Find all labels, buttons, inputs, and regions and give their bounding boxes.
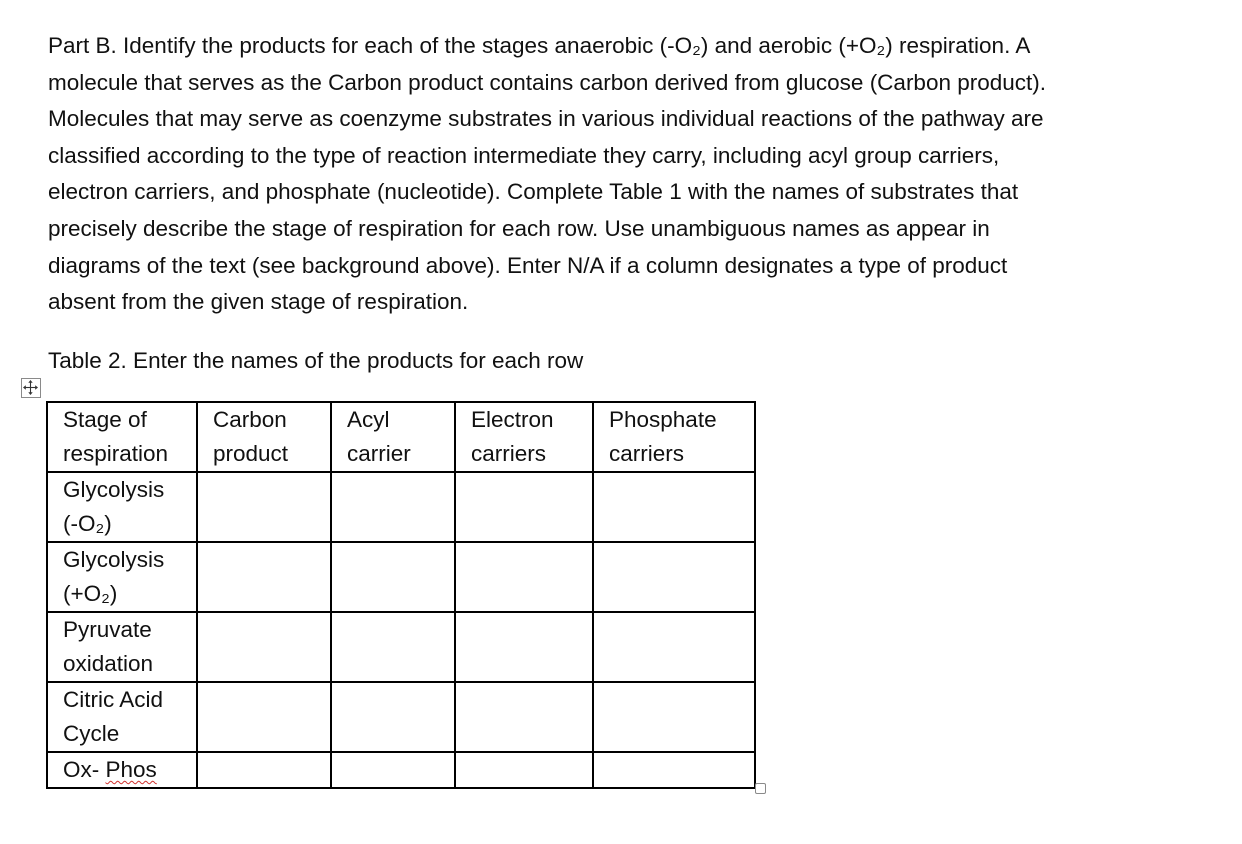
- stage-name: [63, 753, 196, 787]
- instructions-paragraph: [48, 28, 1198, 321]
- table-row: [47, 612, 755, 682]
- instructions-line: Molecules that may serve as coenzyme substrates in various individual reactions of the pathway are: [48, 106, 1044, 132]
- misspelled-word[interactable]: Phos: [105, 757, 157, 782]
- header-carbon-product: [197, 402, 331, 472]
- carbon-product-cell[interactable]: [197, 472, 331, 542]
- acyl-carrier-cell[interactable]: [331, 542, 455, 612]
- carbon-product-cell[interactable]: [197, 612, 331, 682]
- stage-cell[interactable]: [47, 612, 197, 682]
- table-row: [47, 752, 755, 788]
- stage-condition: (+O₂): [63, 581, 118, 606]
- instructions-line: classified according to the type of reaction intermediate they carry, including acyl group carriers,: [48, 142, 1000, 168]
- header-line: Stage of: [63, 407, 147, 432]
- carbon-product-cell[interactable]: [197, 682, 331, 752]
- stage-condition: (-O₂): [63, 511, 112, 536]
- stage-name: Cycle: [63, 721, 120, 746]
- carbon-product-cell[interactable]: [197, 752, 331, 788]
- header-phosphate-carriers: [593, 402, 755, 472]
- stage-cell[interactable]: [47, 542, 197, 612]
- carbon-product-cell[interactable]: [197, 542, 331, 612]
- stage-name: oxidation: [63, 651, 154, 676]
- stage-name: Citric Acid: [63, 687, 164, 712]
- header-line: Electron: [471, 407, 554, 432]
- instructions-line: diagrams of the text (see background above). Enter N/A if a column designates a type of product: [48, 252, 1008, 278]
- header-stage-of-respiration: [47, 402, 197, 472]
- phosphate-carriers-cell[interactable]: [593, 472, 755, 542]
- header-line: Phosphate: [609, 407, 717, 432]
- stage-name: Glycolysis: [63, 547, 165, 572]
- header-acyl-carrier: [331, 402, 455, 472]
- move-cross-arrows-icon: [22, 379, 39, 396]
- instructions-line: absent from the given stage of respiration.: [48, 289, 469, 315]
- header-electron-carriers: [455, 402, 593, 472]
- table-move-handle[interactable]: [21, 378, 41, 398]
- electron-carriers-cell[interactable]: [455, 752, 593, 788]
- table-header-row: [47, 402, 755, 472]
- header-line: respiration: [63, 441, 169, 466]
- electron-carriers-cell[interactable]: [455, 542, 593, 612]
- instructions-line: Part B. Identify the products for each of the stages anaerobic (-O₂) and aerobic (+O₂) respiration. A: [48, 33, 1031, 58]
- header-line: product: [213, 441, 289, 466]
- acyl-carrier-cell[interactable]: [331, 682, 455, 752]
- acyl-carrier-cell[interactable]: [331, 472, 455, 542]
- stage-name: Pyruvate: [63, 617, 152, 642]
- header-line: Carbon: [213, 407, 287, 432]
- stage-cell[interactable]: [47, 472, 197, 542]
- stage-cell[interactable]: [47, 682, 197, 752]
- header-line: Acyl: [347, 407, 390, 432]
- acyl-carrier-cell[interactable]: [331, 612, 455, 682]
- instructions-line: precisely describe the stage of respiration for each row. Use unambiguous names as appear in: [48, 215, 990, 241]
- table-row: [47, 472, 755, 542]
- instructions-line: electron carriers, and phosphate (nucleotide). Complete Table 1 with the names of substrates that: [48, 179, 1019, 205]
- phosphate-carriers-cell[interactable]: [593, 542, 755, 612]
- header-line: carriers: [471, 441, 547, 466]
- header-line: carrier: [347, 441, 411, 466]
- products-table: [46, 401, 756, 789]
- resize-square-icon[interactable]: [755, 783, 766, 794]
- electron-carriers-cell[interactable]: [455, 472, 593, 542]
- stage-prefix: Ox-: [63, 757, 106, 782]
- phosphate-carriers-cell[interactable]: [593, 752, 755, 788]
- phosphate-carriers-cell[interactable]: [593, 682, 755, 752]
- instructions-line: molecule that serves as the Carbon product contains carbon derived from glucose (Carbon product).: [48, 69, 1047, 95]
- table-row: [47, 682, 755, 752]
- phosphate-carriers-cell[interactable]: [593, 612, 755, 682]
- header-line: carriers: [609, 441, 685, 466]
- acyl-carrier-cell[interactable]: [331, 752, 455, 788]
- electron-carriers-cell[interactable]: [455, 682, 593, 752]
- table-caption: Table 2. Enter the names of the products for each row: [48, 348, 584, 373]
- stage-name: Glycolysis: [63, 477, 165, 502]
- stage-cell[interactable]: [47, 752, 197, 788]
- table-row: [47, 542, 755, 612]
- electron-carriers-cell[interactable]: [455, 612, 593, 682]
